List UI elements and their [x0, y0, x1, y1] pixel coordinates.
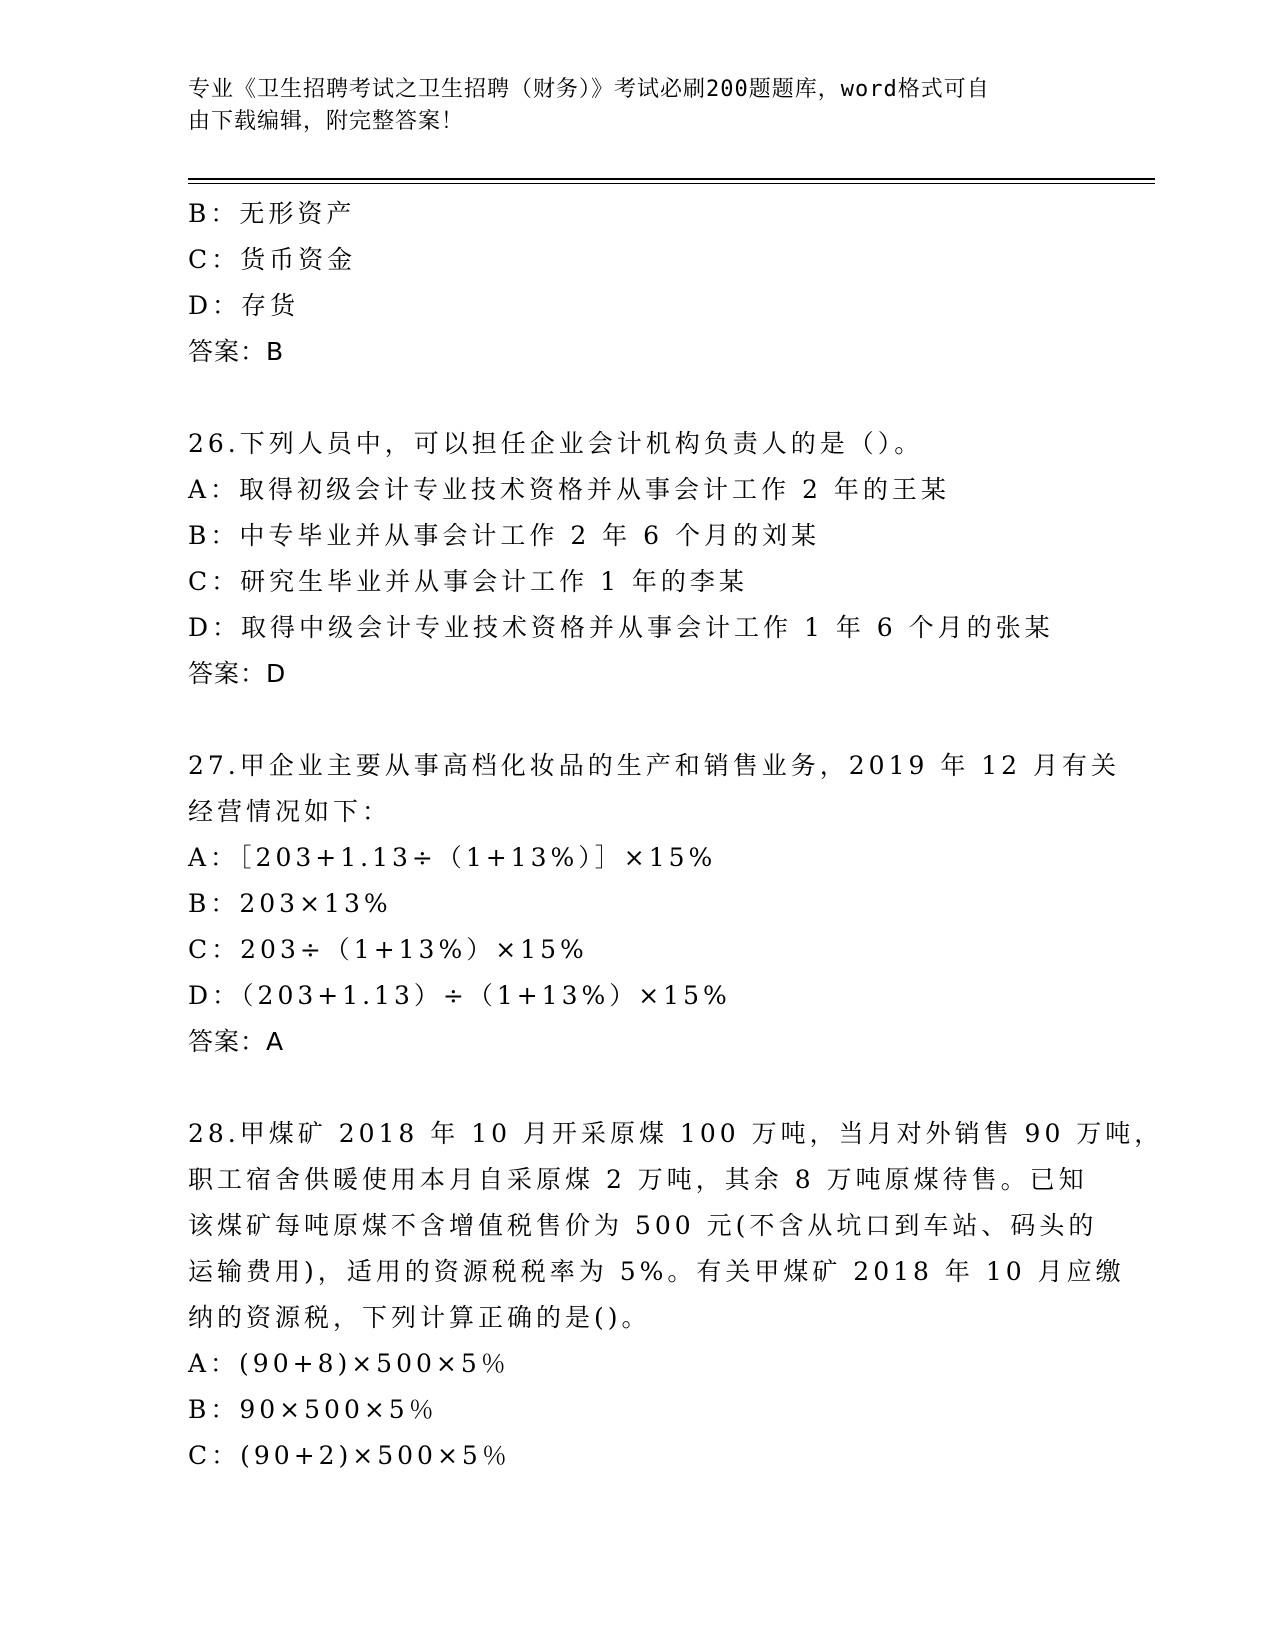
- option-c: C：货币资金: [188, 245, 357, 274]
- question-25-tail: [188, 191, 1088, 375]
- question-stem-line-1: 28.甲煤矿 2018 年 10 月开采原煤 100 万吨，当月对外销售 90 万吨，: [188, 1119, 1164, 1148]
- option-a: A：［203+1.13÷（1+13%）］×15%: [188, 843, 717, 872]
- option-b: B：中专毕业并从事会计工作 2 年 6 个月的刘某: [188, 521, 820, 550]
- option-b: B：无形资产: [188, 199, 356, 228]
- option-a: A：取得初级会计专业技术资格并从事会计工作 2 年的王某: [188, 475, 950, 504]
- header-line-1: 专业《卫生招聘考试之卫生招聘（财务）》考试必刷200题题库，word格式可自: [188, 77, 990, 102]
- question-28: [188, 1111, 1164, 1479]
- spacer: [188, 697, 1088, 743]
- option-c: C：研究生毕业并从事会计工作 1 年的李某: [188, 567, 748, 596]
- option-c: C：(90+2)×500×5％: [188, 1441, 511, 1470]
- question-stem-line-2: 经营情况如下：: [188, 797, 392, 826]
- answer: 答案：D: [188, 659, 287, 688]
- question-27: [188, 743, 1121, 1065]
- question-26: [188, 421, 1088, 697]
- question-stem-line-2: 职工宿舍供暖使用本月自采原煤 2 万吨，其余 8 万吨原煤待售。已知: [188, 1165, 1088, 1194]
- header-line-2: 由下载编辑，附完整答案！: [188, 109, 465, 134]
- question-stem: 26.下列人员中，可以担任企业会计机构负责人的是（）。: [188, 429, 924, 458]
- spacer: [188, 375, 1088, 421]
- answer: 答案：A: [188, 1027, 285, 1056]
- option-d: D：取得中级会计专业技术资格并从事会计工作 1 年 6 个月的张某: [188, 613, 1054, 642]
- document-header: [188, 74, 1088, 138]
- header-rule-thin: [188, 183, 1155, 184]
- question-stem-line-1: 27.甲企业主要从事高档化妆品的生产和销售业务，2019 年 12 月有关: [188, 751, 1121, 780]
- option-d: D：存货: [188, 291, 300, 320]
- header-rule-thick: [188, 178, 1155, 180]
- option-c: C：203÷（1+13%）×15%: [188, 935, 588, 964]
- question-stem-line-4: 运输费用)，适用的资源税税率为 5%。有关甲煤矿 2018 年 10 月应缴: [188, 1257, 1125, 1286]
- option-a: A：(90+8)×500×5％: [188, 1349, 510, 1378]
- spacer: [188, 1065, 1088, 1111]
- answer: 答案：B: [188, 337, 285, 366]
- option-b: B：90×500×5％: [188, 1395, 438, 1424]
- option-b: B：203×13%: [188, 889, 392, 918]
- document-body: [188, 191, 1164, 1479]
- question-stem-line-3: 该煤矿每吨原煤不含增值税售价为 500 元(不含从坑口到车站、码头的: [188, 1211, 1098, 1240]
- option-d: D：（203+1.13）÷（1+13%）×15%: [188, 981, 731, 1010]
- question-stem-line-5: 纳的资源税，下列计算正确的是()。: [188, 1303, 651, 1332]
